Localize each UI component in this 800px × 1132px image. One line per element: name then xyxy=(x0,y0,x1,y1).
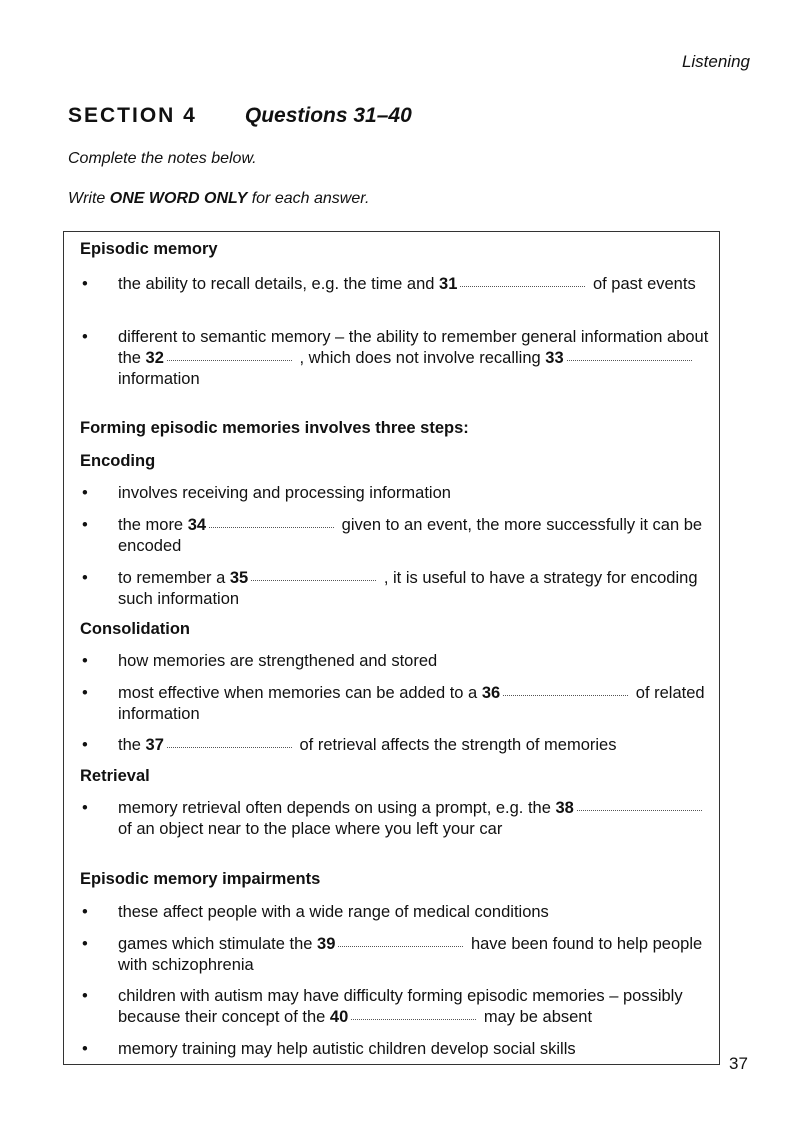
heading-encoding: Encoding xyxy=(80,452,156,470)
answer-gap-37[interactable] xyxy=(167,746,292,748)
answer-gap-40[interactable] xyxy=(351,1018,476,1020)
notes-box xyxy=(63,231,720,1065)
heading-episodic-memory: Episodic memory xyxy=(80,240,218,258)
heading-retrieval: Retrieval xyxy=(80,767,150,785)
question-number-36: 36 xyxy=(481,684,501,702)
answer-gap-38[interactable] xyxy=(577,809,702,811)
note-bullet-receiving: • involves receiving and processing information xyxy=(82,484,451,502)
note-bullet-35: • to remember a 35 , it is useful to have a strategy for encoding such information xyxy=(82,569,698,608)
section-heading xyxy=(68,104,412,128)
heading-impairments: Episodic memory impairments xyxy=(80,870,321,888)
question-number-31: 31 xyxy=(439,275,458,293)
note-bullet-36: • most effective when memories can be added to a 36 of related information xyxy=(82,684,705,723)
note-bullet-34: • the more 34 given to an event, the more successfully it can be encoded xyxy=(82,516,703,555)
answer-gap-32[interactable] xyxy=(167,359,292,361)
note-bullet-40: • children with autism may have difficulty forming episodic memories – possibly because their concept of the 40 may be absent xyxy=(82,987,683,1026)
question-number-38: 38 xyxy=(555,799,574,817)
note-bullet-37: • the 37 of retrieval affects the strength of memories xyxy=(82,736,617,754)
heading-forming-memories: Forming episodic memories involves three steps: xyxy=(80,419,469,437)
heading-consolidation: Consolidation xyxy=(80,620,190,638)
note-bullet-stored: • how memories are strengthened and stored xyxy=(82,652,438,670)
note-bullet-39: • games which stimulate the 39 have been found to help people with schizophrenia xyxy=(82,935,703,974)
note-bullet-31: • the ability to recall details, e.g. the time and 31 of past events xyxy=(82,275,696,293)
answer-gap-31[interactable] xyxy=(460,285,585,287)
answer-gap-39[interactable] xyxy=(338,945,463,947)
page-number: 37 xyxy=(729,1054,748,1073)
answer-gap-35[interactable] xyxy=(251,579,376,581)
word-limit-emphasis: ONE WORD ONLY xyxy=(109,190,248,207)
note-bullet-training: • memory training may help autistic children develop social skills xyxy=(82,1040,576,1058)
question-number-34: 34 xyxy=(187,516,207,534)
question-number-37: 37 xyxy=(145,736,164,754)
answer-gap-34[interactable] xyxy=(209,526,334,528)
answer-gap-33[interactable] xyxy=(567,359,692,361)
question-number-39: 39 xyxy=(317,935,336,953)
question-number-35: 35 xyxy=(229,569,249,587)
question-number-33: 33 xyxy=(545,349,564,367)
note-bullet-38: • memory retrieval often depends on using a prompt, e.g. the 38 of an object near to the place where you left your car xyxy=(80,798,710,840)
note-bullet-32-33: • different to semantic memory – the ability to remember general information about the 32 , which does not involve recalling 33 information xyxy=(82,328,709,388)
questions-range: Questions 31–40 xyxy=(244,104,412,127)
instruction-word-limit: Write ONE WORD ONLY for each answer. xyxy=(68,190,370,207)
question-number-32: 32 xyxy=(145,349,164,367)
answer-gap-36[interactable] xyxy=(503,694,628,696)
question-number-40: 40 xyxy=(329,1008,349,1026)
section-label: SECTION 4 xyxy=(68,104,197,127)
running-head: Listening xyxy=(681,52,750,71)
note-bullet-conditions: • these affect people with a wide range of medical conditions xyxy=(82,903,549,921)
instruction-complete-notes: Complete the notes below. xyxy=(68,150,257,167)
